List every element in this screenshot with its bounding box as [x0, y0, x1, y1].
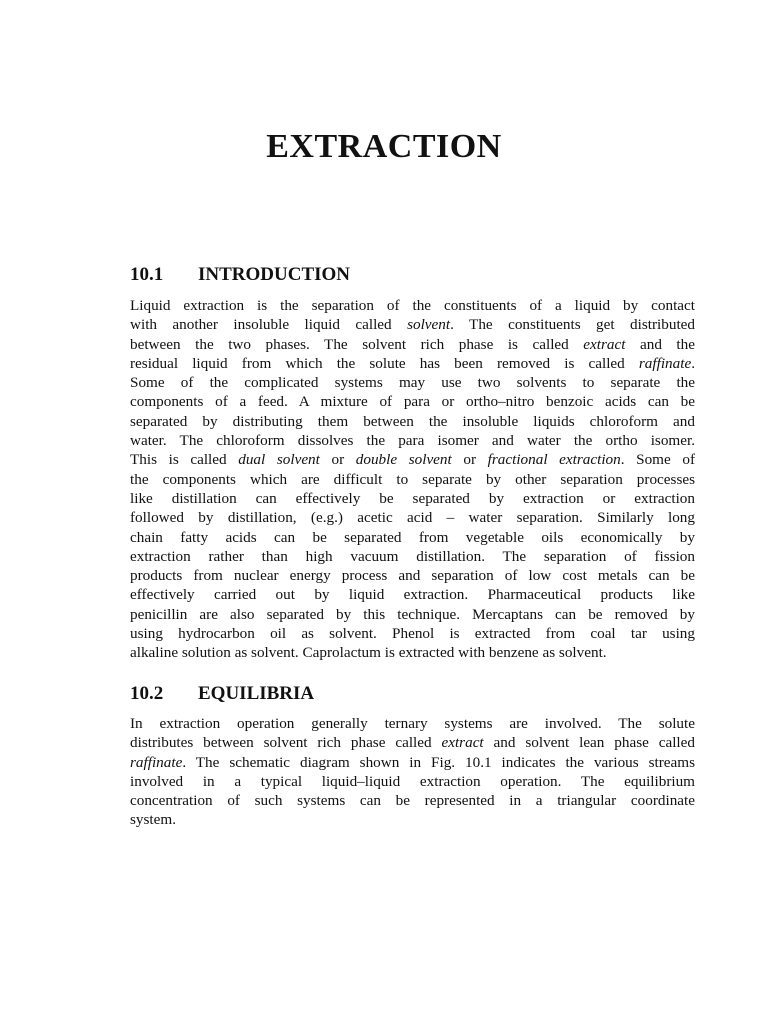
text-run: penicillin are also separated by this technique. Mercaptans can be removed by — [130, 605, 695, 623]
text-run: . — [691, 354, 695, 372]
text-line — [130, 624, 695, 643]
text-run: like distillation can effectively be separated by extraction or extraction — [130, 489, 695, 507]
text-run: and the — [625, 335, 695, 353]
section-title: INTRODUCTION — [198, 264, 351, 285]
text-run: with another insoluble liquid called — [130, 316, 408, 334]
text-run: or — [319, 451, 356, 469]
text-line — [130, 733, 695, 752]
text-line — [130, 489, 695, 508]
text-line — [130, 508, 695, 527]
text-run: effectively carried out by liquid extraction. Pharmaceutical products like — [130, 586, 695, 604]
text-run: followed by distillation, (e.g.) acetic acid – water separation. Similarly long — [130, 509, 695, 527]
text-line — [130, 753, 695, 772]
text-run: alkaline solution as solvent. Caprolactum is extracted with benzene as solvent. — [130, 644, 607, 662]
text-run: between the two phases. The solvent rich phase is called — [130, 335, 584, 353]
text-run: . Some of — [620, 451, 696, 469]
italic-term: extract — [583, 335, 626, 353]
text-run: separated by distributing them between the insoluble liquids chloroform and — [130, 412, 695, 430]
text-run: products from nuclear energy process and separation of low cost metals can be — [130, 567, 695, 585]
text-line — [130, 810, 695, 829]
introduction-paragraph — [130, 296, 695, 663]
section-number: 10.2 — [130, 683, 164, 704]
italic-term: extract — [441, 734, 484, 752]
text-run: . The schematic diagram shown in Fig. 10.1 indicates the various streams — [182, 753, 695, 771]
text-run: the components which are difficult to separate by other separation processes — [130, 470, 695, 488]
text-run: using hydrocarbon oil as solvent. Phenol is extracted from coal tar using — [130, 625, 695, 643]
text-line — [130, 791, 695, 810]
italic-term: fractional extraction — [487, 451, 621, 469]
italic-term: double solvent — [355, 451, 452, 469]
text-line — [130, 392, 695, 411]
text-run: In extraction operation generally ternary systems are involved. The solute — [130, 715, 695, 732]
text-run: and solvent lean phase called — [483, 734, 695, 752]
text-run: Liquid extraction is the separation of the constituents of a liquid by contact — [130, 297, 695, 314]
section-number: 10.1 — [130, 264, 164, 285]
text-line — [130, 772, 695, 791]
text-run: extraction rather than high vacuum distillation. The separation of fission — [130, 547, 695, 565]
text-line — [130, 450, 695, 469]
equilibria-paragraph — [130, 714, 695, 830]
italic-term: solvent — [407, 316, 451, 334]
text-run: water. The chloroform dissolves the para isomer and water the ortho isomer. — [130, 432, 695, 450]
italic-term: raffinate — [638, 354, 692, 372]
chapter-title: EXTRACTION — [266, 128, 502, 165]
text-run: . The constituents get distributed — [450, 316, 696, 334]
text-line — [130, 547, 695, 566]
text-run: or — [451, 451, 488, 469]
text-line — [130, 373, 695, 392]
text-run: concentration of such systems can be represented in a triangular coordinate — [130, 792, 695, 810]
text-run: Some of the complicated systems may use two solvents to separate the — [130, 374, 695, 392]
text-line — [130, 412, 695, 431]
text-run: involved in a typical liquid–liquid extraction operation. The equilibrium — [130, 772, 695, 790]
text-line — [130, 585, 695, 604]
text-line — [130, 431, 695, 450]
text-line — [130, 470, 695, 489]
text-run: system. — [130, 811, 176, 829]
text-line — [130, 335, 695, 354]
text-line — [130, 354, 695, 373]
text-run: chain fatty acids can be separated from vegetable oils economically by — [130, 528, 695, 546]
text-run: This is called — [130, 451, 239, 469]
section-heading-introduction — [130, 264, 350, 286]
text-line — [130, 566, 695, 585]
section-heading-equilibria — [130, 683, 314, 705]
text-run: residual liquid from which the solute has been removed is called — [130, 354, 639, 372]
text-line — [130, 296, 695, 315]
italic-term: raffinate — [130, 753, 183, 771]
text-line — [130, 528, 695, 547]
section-title: EQUILIBRIA — [198, 683, 315, 704]
text-line — [130, 315, 695, 334]
text-line — [130, 714, 695, 733]
text-run: components of a feed. A mixture of para or ortho–nitro benzoic acids can be — [130, 393, 695, 411]
italic-term: dual solvent — [238, 451, 320, 469]
text-run: distributes between solvent rich phase called — [130, 734, 442, 752]
text-line — [130, 643, 695, 662]
text-line — [130, 605, 695, 624]
